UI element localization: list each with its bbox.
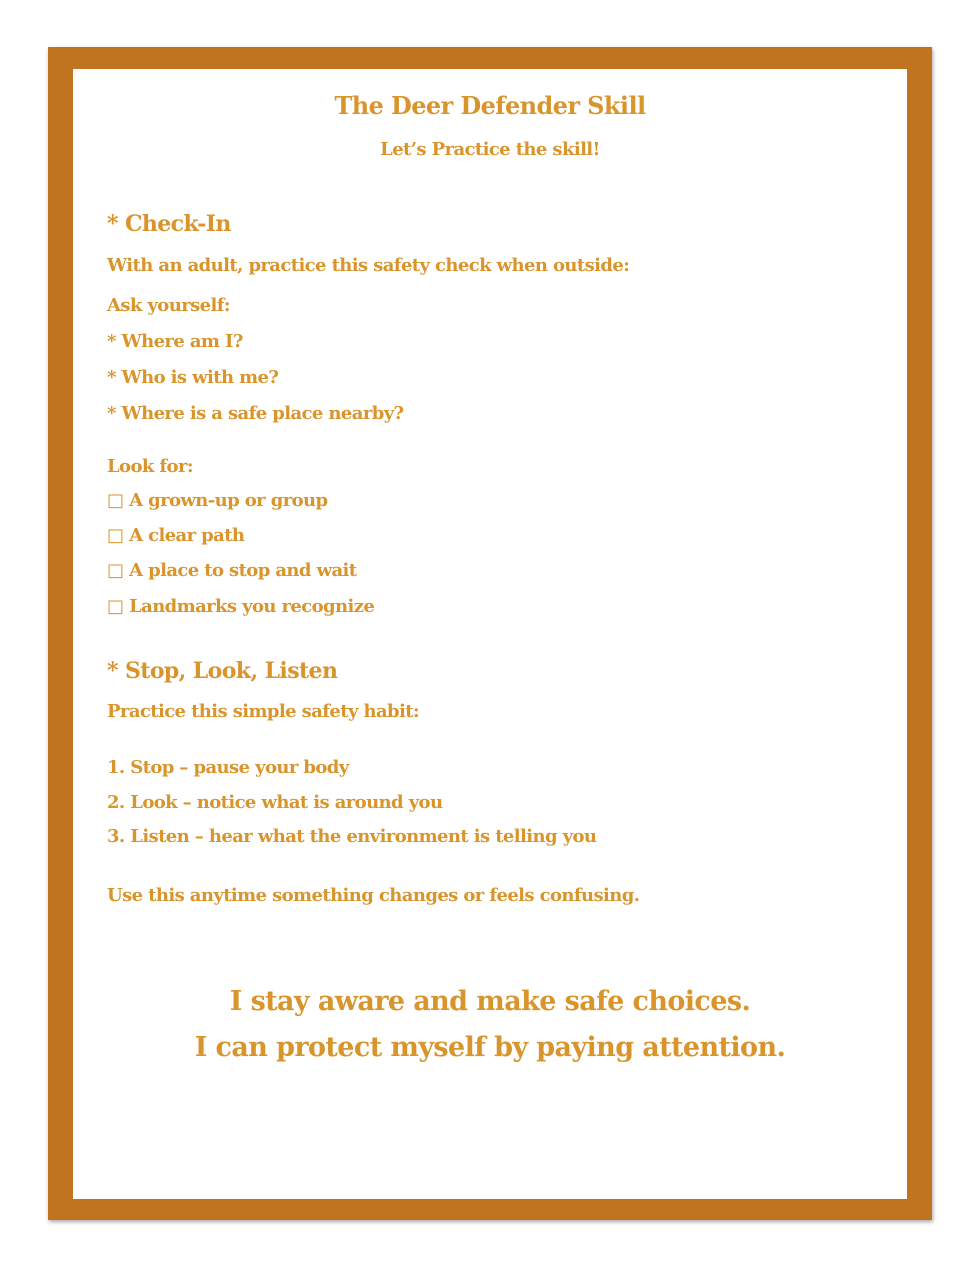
step-item: 3. Listen – hear what the environment is telling you [107, 826, 597, 847]
stop-look-listen-intro: Practice this simple safety habit: [107, 701, 420, 722]
checklist-item: □ Landmarks you recognize [107, 596, 375, 617]
checklist-item: □ A grown-up or group [107, 490, 328, 511]
checklist-item: □ A clear path [107, 525, 245, 546]
section-heading-stop-look-listen: * Stop, Look, Listen [107, 658, 338, 684]
section-heading-check-in: * Check-In [107, 211, 231, 237]
usage-note: Use this anytime something changes or feels confusing. [107, 885, 640, 906]
step-item: 1. Stop – pause your body [107, 757, 349, 778]
page-title: The Deer Defender Skill [334, 91, 646, 120]
question-item: * Where is a safe place nearby? [107, 403, 404, 424]
step-item: 2. Look – notice what is around you [107, 792, 443, 813]
affirmation-line: I stay aware and make safe choices. [229, 986, 751, 1017]
ask-yourself-label: Ask yourself: [107, 295, 230, 316]
page-subtitle: Let’s Practice the skill! [380, 139, 600, 160]
affirmation-line: I can protect myself by paying attention. [194, 1032, 786, 1063]
orange-border-frame [48, 47, 932, 1220]
look-for-label: Look for: [107, 456, 193, 477]
check-in-intro: With an adult, practice this safety check when outside: [107, 255, 630, 276]
checklist-item: □ A place to stop and wait [107, 560, 357, 581]
question-item: * Where am I? [107, 331, 243, 352]
question-item: * Who is with me? [107, 367, 279, 388]
worksheet [73, 69, 907, 1199]
